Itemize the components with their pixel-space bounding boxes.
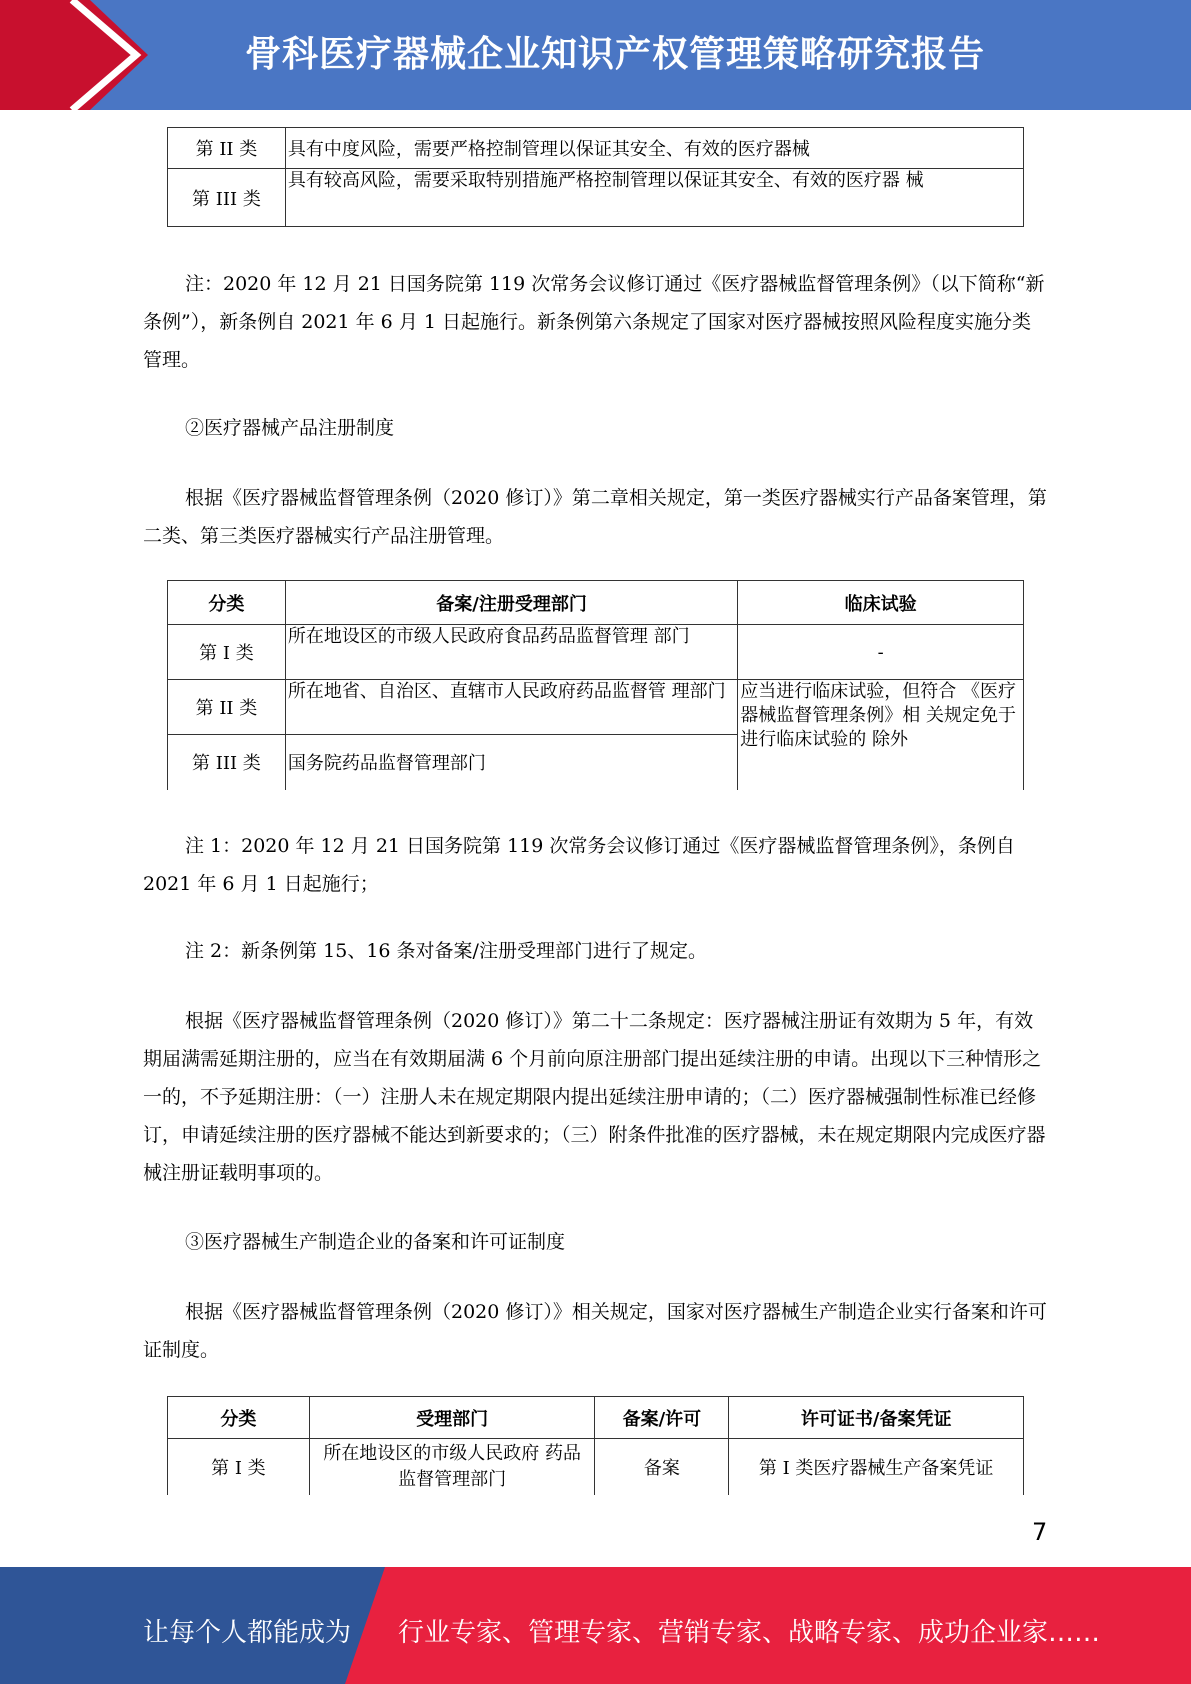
- class-cell: 第 II 类: [168, 680, 286, 735]
- footer-slogan-left: 让每个人都能成为: [143, 1618, 352, 1648]
- table-row: [168, 169, 1024, 227]
- column-header: 受理部门: [309, 1397, 595, 1439]
- class-cell: 第 I 类: [168, 625, 286, 680]
- dept-cell: 所在地设区的市级人民政府食品药品监督管理 部门: [285, 625, 737, 680]
- class-cell: 第 III 类: [168, 735, 286, 790]
- column-header: 分类: [168, 581, 286, 625]
- body-paragraph: 根据《医疗器械监督管理条例（2020 修订）》相关规定，国家对医疗器械生产制造企业实行备案和许可证制度。: [143, 1301, 1047, 1361]
- trial-merged-cell: 应当进行临床试验，但符合 《医疗器械监督管理条例》相 关规定免于进行临床试验的 除外: [738, 680, 1024, 790]
- registration-table: [167, 580, 1024, 790]
- body-paragraph: 根据《医疗器械监督管理条例（2020 修订）》第二章相关规定，第一类医疗器械实行产品备案管理，第二类、第三类医疗器械实行产品注册管理。: [143, 487, 1047, 547]
- dept-cell: 国务院药品监督管理部门: [285, 735, 737, 790]
- dept-cell: 所在地省、自治区、直辖市人民政府药品监督管 理部门: [285, 680, 737, 735]
- manufacturer-table: [167, 1396, 1024, 1495]
- cert-cell: 第 I 类医疗器械生产备案凭证: [729, 1439, 1024, 1495]
- footer-slogan-right: 行业专家、管理专家、营销专家、战略专家、成功企业家……: [398, 1618, 1101, 1648]
- table-row: [168, 680, 1024, 735]
- desc-cell: 具有较高风险，需要采取特别措施严格控制管理以保证其安全、有效的医疗器 械: [285, 169, 1023, 227]
- desc-cell: 具有中度风险，需要严格控制管理以保证其安全、有效的医疗器械: [285, 128, 1023, 169]
- classification-table: [167, 127, 1024, 227]
- section-heading: ③医疗器械生产制造企业的备案和许可证制度: [185, 1231, 566, 1253]
- report-title: 骨科医疗器械企业知识产权管理策略研究报告: [245, 34, 986, 75]
- column-header: 许可证书/备案凭证: [729, 1397, 1024, 1439]
- table-header-row: [168, 581, 1024, 625]
- note-paragraph: 注 2：新条例第 15、16 条对备案/注册受理部门进行了规定。: [185, 940, 707, 962]
- class-cell: 第 III 类: [168, 169, 286, 227]
- section-heading: ②医疗器械产品注册制度: [185, 417, 395, 439]
- table-row: [168, 128, 1024, 169]
- dept-cell: 所在地设区的市级人民政府 药品监督管理部门: [309, 1439, 595, 1495]
- header-arrow-decoration: [0, 0, 150, 110]
- type-cell: 备案: [595, 1439, 729, 1495]
- column-header: 备案/许可: [595, 1397, 729, 1439]
- page-header: [0, 0, 1191, 110]
- table-row: [168, 625, 1024, 680]
- class-cell: 第 II 类: [168, 128, 286, 169]
- page-number: 7: [1032, 1518, 1048, 1546]
- column-header: 临床试验: [738, 581, 1024, 625]
- trial-cell: -: [738, 625, 1024, 680]
- body-paragraph: 根据《医疗器械监督管理条例（2020 修订）》第二十二条规定：医疗器械注册证有效期为 5 年，有效期届满需延期注册的，应当在有效期届满 6 个月前向原注册部门提出延续注册的申请。出现以下三种情形之一的，不予延期注册：（一）注册人未在规定期限内提出延续注册申请的；（二）医疗器械强制性标准已经修订，申请延续注册的医疗器械不能达到新要求的；（三）附条件批准的医疗器械，未在规定期限内完成医疗器械注册证载明事项的。: [143, 1010, 1046, 1184]
- table-row: [168, 1439, 1024, 1495]
- note-paragraph: 注 1：2020 年 12 月 21 日国务院第 119 次常务会议修订通过《医疗器械监督管理条例》，条例自 2021 年 6 月 1 日起施行；: [143, 835, 1015, 895]
- class-cell: 第 I 类: [168, 1439, 310, 1495]
- table-header-row: [168, 1397, 1024, 1439]
- column-header: 备案/注册受理部门: [285, 581, 737, 625]
- column-header: 分类: [168, 1397, 310, 1439]
- note-paragraph: 注：2020 年 12 月 21 日国务院第 119 次常务会议修订通过《医疗器械监督管理条例》（以下简称“新条例”），新条例自 2021 年 6 月 1 日起施行。新条例第六条规定了国家对医疗器械按照风险程度实施分类管理。: [143, 273, 1045, 371]
